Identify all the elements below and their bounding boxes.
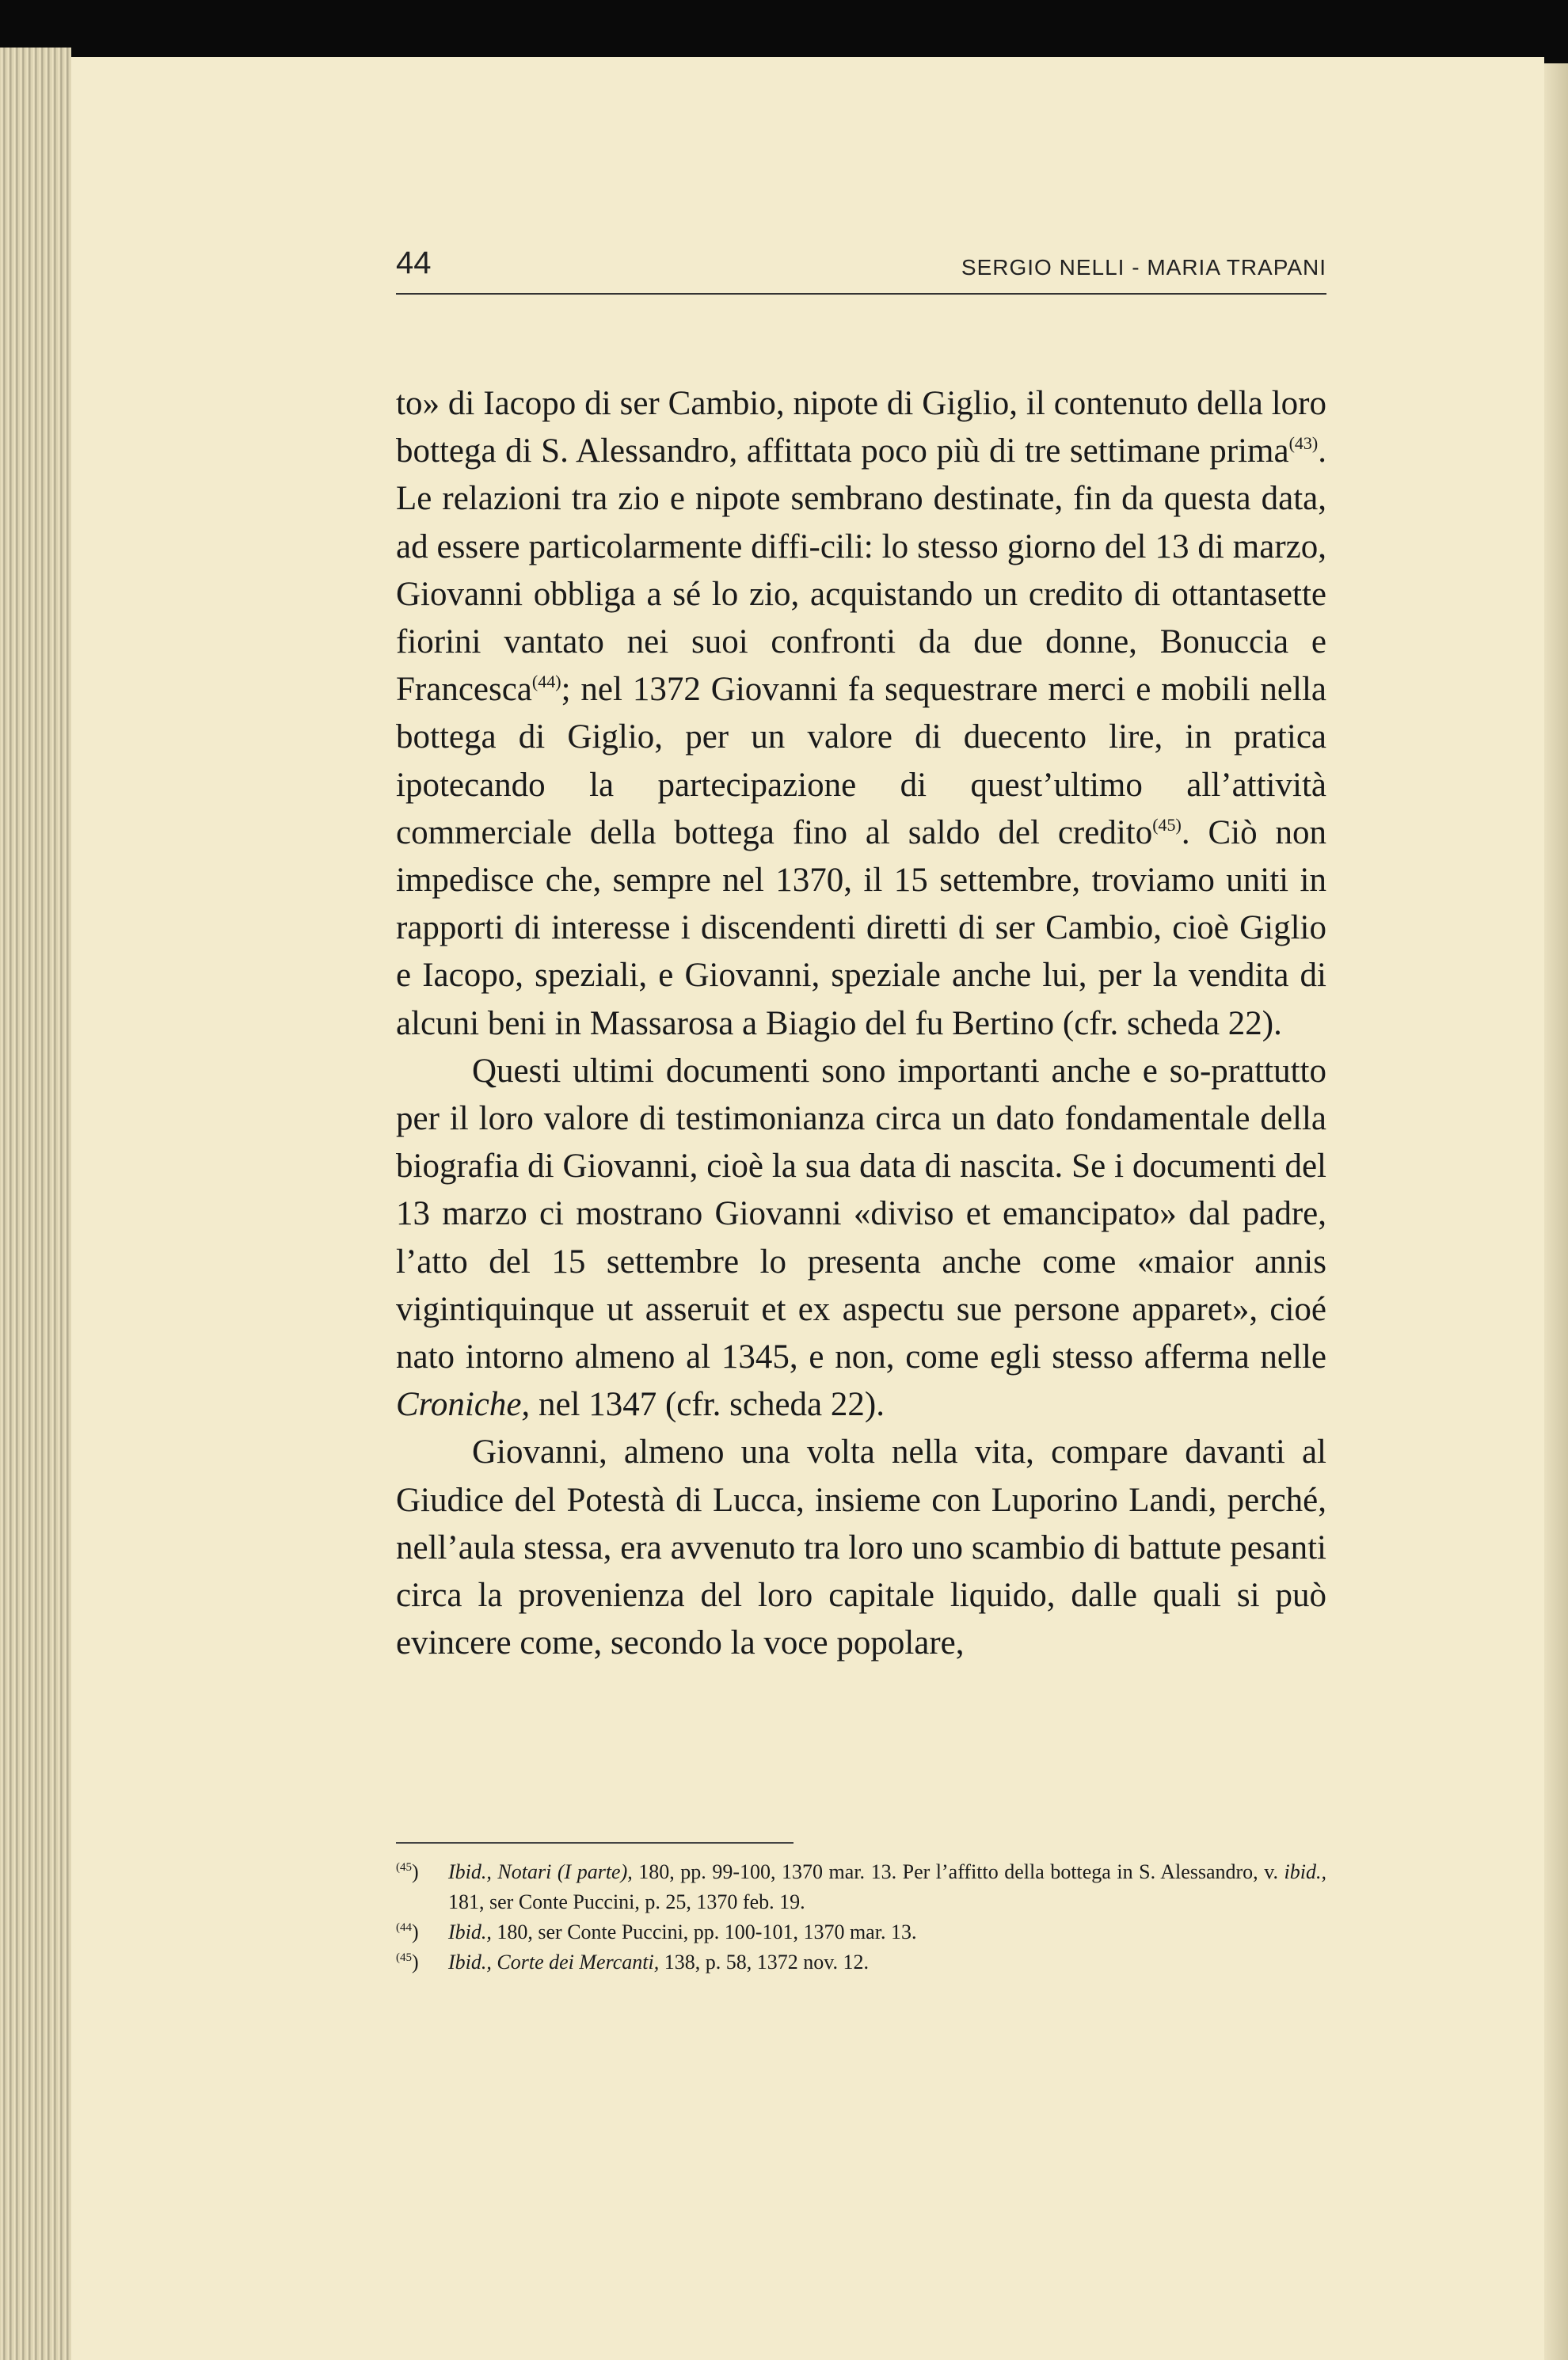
- footnotes: [396, 1857, 1326, 1977]
- body-text: [396, 380, 1326, 1667]
- p1-text-2: . Le relazioni tra zio e nipote sembrano destinate, fin da questa data, ad essere particolarmente diffi-cili: lo stesso giorno del 13 di marzo, Giovanni obbliga a sé lo zio, acquistando un credito di ottantasette fiorini vantato nei suoi confronti da due donne, Bonuccia e Francesca: [396, 432, 1326, 709]
- footnote-44: [396, 1917, 1326, 1947]
- p2-italic-title: Croniche,: [396, 1386, 531, 1424]
- paragraph-2: [396, 1048, 1326, 1429]
- footnote-mark: $^{(45}$): [396, 1860, 419, 1883]
- p1-text-4: . Ciò non impedisce che, sempre nel 1370, il 15 settembre, troviamo uniti in rapporti di interesse i discendenti diretti di ser Cambio, cioè Giglio e Iacopo, speziali, e Giovanni, speziale anche lui, per la vendita di alcuni beni in Massarosa a Biagio del fu Bertino (cfr. scheda 22).: [396, 813, 1326, 1042]
- footnote-italic: Ibid., Corte dei Mercanti,: [448, 1951, 660, 1974]
- footnote-separator: [396, 1842, 794, 1844]
- p2-text-1: Questi ultimi documenti sono importanti anche e so-prattutto per il loro valore di testimonianza circa un dato fondamentale della biografia di Giovanni, cioè la sua data di nascita. Se i documenti del 13 marzo ci mostrano Giovanni «diviso et emancipato» dal padre, l’atto del 15 settembre lo presenta anche come «maior annis vigintiquinque ut asseruit et ex aspectu sue persone apparet», cioé nato intorno almeno al 1345, e non, come egli stesso afferma nelle: [396, 1052, 1326, 1376]
- footnote-italic: ibid.,: [1284, 1860, 1326, 1883]
- footnote-italic: Ibid.,: [448, 1920, 492, 1943]
- page-header: [396, 246, 1326, 295]
- footnote-43: [396, 1857, 1326, 1917]
- p1-text-3: ; nel 1372 Giovanni fa sequestrare merci e mobili nella bottega di Giglio, per un valore di duecento lire, in pratica ipotecando la partecipazione di quest’ultimo all’attività commerciale della bottega fino al saldo del credito: [396, 671, 1326, 851]
- footnote-ref-44: (44): [531, 672, 561, 692]
- footnote-mark: $^{(45}$): [396, 1951, 419, 1974]
- footnote-mark: $^{(44}$): [396, 1920, 419, 1943]
- page-stack-edge: [0, 48, 71, 2360]
- footnote-45: [396, 1947, 1326, 1977]
- paragraph-1: [396, 380, 1326, 1048]
- footnote-text: 180, ser Conte Puccini, pp. 100-101, 1370 mar. 13.: [491, 1920, 917, 1943]
- p1-text-1: to» di Iacopo di ser Cambio, nipote di Giglio, il contenuto della loro bottega di S. Alessandro, affittata poco più di tre settimane prima: [396, 385, 1326, 470]
- footnote-text: 181, ser Conte Puccini, p. 25, 1370 feb. 19.: [448, 1890, 805, 1913]
- footnote-text: 180, pp. 99-100, 1370 mar. 13. Per l’affitto della bottega in S. Alessandro, v.: [632, 1860, 1284, 1883]
- footnote-italic: Ibid., Notari (I parte),: [448, 1860, 633, 1883]
- footnote-ref-43: (43): [1288, 433, 1319, 454]
- page-right-edge: [1544, 63, 1568, 2360]
- p2-text-2: nel 1347 (cfr. scheda 22).: [530, 1386, 885, 1424]
- running-head: SERGIO NELLI - MARIA TRAPANI: [961, 255, 1326, 280]
- page-number: 44: [396, 246, 432, 280]
- paragraph-3: Giovanni, almeno una volta nella vita, compare davanti al Giudice del Potestà di Lucca, insieme con Luporino Landi, perché, nell’aula stessa, era avvenuto tra loro uno scambio di battute pesanti circa la provenienza del loro capitale liquido, dalle quali si può evincere come, secondo la voce popolare,: [396, 1433, 1326, 1662]
- footnote-text: 138, p. 58, 1372 nov. 12.: [659, 1951, 870, 1974]
- footnote-ref-45: (45): [1152, 814, 1182, 835]
